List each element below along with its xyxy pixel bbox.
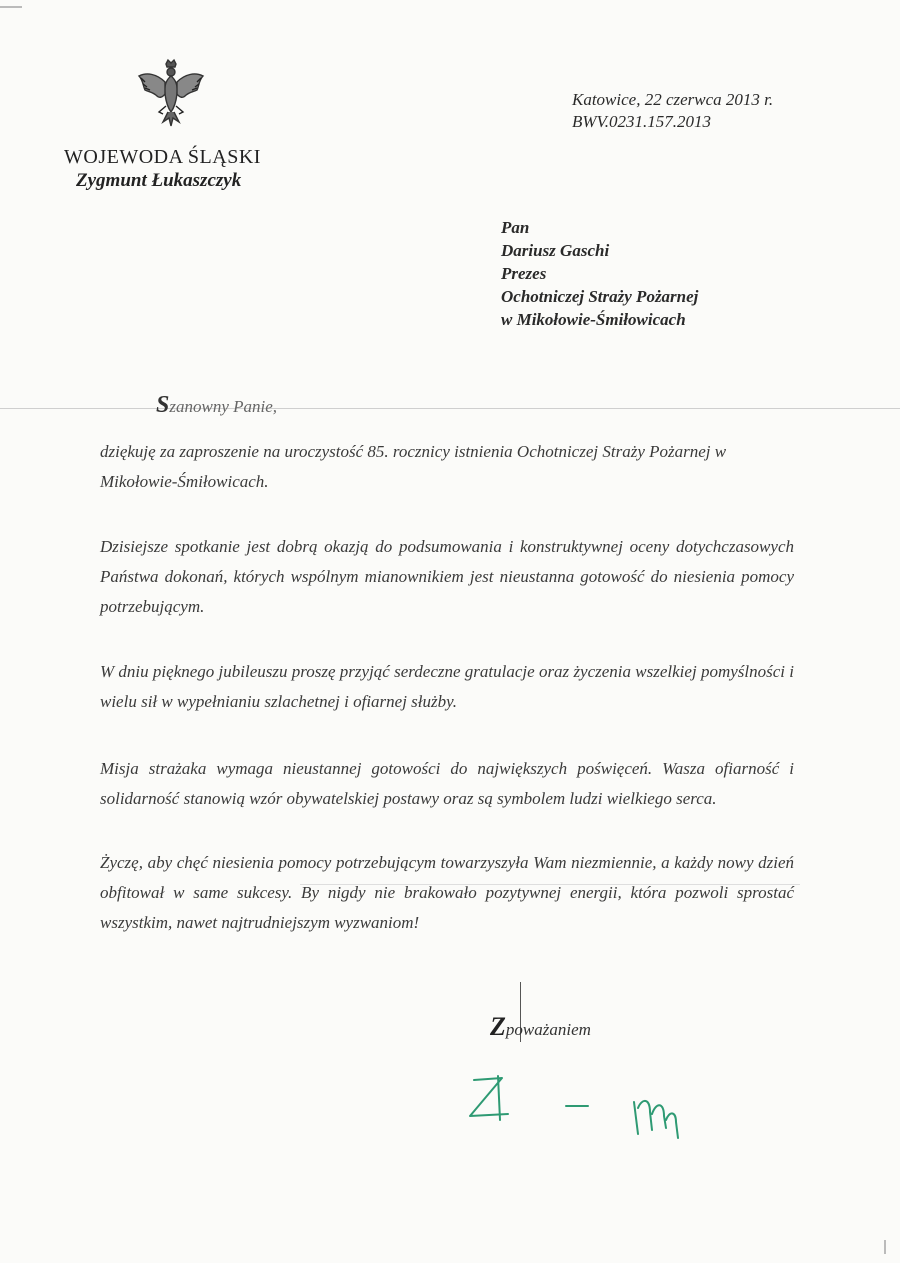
recipient-organization: Ochotniczej Straży Pożarnej [501, 287, 699, 306]
body-paragraph-2: Dzisiejsze spotkanie jest dobrą okazją do podsumowania i konstruktywnej oceny dotychczasowych Państwa dokonań, których wspólnym mianownikiem jest nieustanna gotowość do niesienia pomocy potrzebującym. [100, 537, 794, 616]
recipient-position: Prezes [501, 264, 547, 283]
body-paragraph-1: dziękuję za zaproszenie na uroczystość 85. rocznicy istnienia Ochotniczej Straży Pożarnej w Mikołowie-Śmiłowicach. [100, 442, 727, 491]
reference-number: BWV.0231.157.2013 [572, 112, 711, 131]
recipient-location: w Mikołowie-Śmiłowicach [501, 310, 686, 329]
salutation-rest: zanowny Panie, [169, 397, 278, 416]
recipient-title: Pan [501, 218, 530, 237]
body-paragraph-5: Życzę, aby chęć niesienia pomocy potrzebującym towarzyszyła Wam niezmiennie, a każdy nowy dzień obfitował w same sukcesy. By nigdy nie brakowało pozytywnej energii, która pozwoli sprostać wszystkim, nawet najtrudniejszym wyzwaniom! [100, 853, 794, 932]
handwritten-signature [462, 1068, 712, 1158]
scan-edge-mark-2 [884, 1240, 886, 1254]
body-paragraph-3: W dniu pięknego jubileuszu proszę przyjąć serdeczne gratulacje oraz życzenia wszelkiej pomyślności i wielu sił w wypełnianiu szlachetnej i ofiarnej służby. [100, 662, 794, 711]
sender-name: Zygmunt Łukaszczyk [76, 170, 242, 191]
closing-initial: Z [490, 1012, 506, 1041]
place-date: Katowice, 22 czerwca 2013 r. [572, 90, 774, 109]
salutation-initial: S [156, 392, 170, 418]
sender-office: WOJEWODA ŚLĄSKI [64, 146, 261, 168]
polish-eagle-emblem-icon [133, 58, 209, 132]
recipient-name: Dariusz Gaschi [501, 241, 610, 260]
scan-edge-mark [0, 6, 22, 8]
closing-rest: poważaniem [505, 1020, 591, 1039]
closing [490, 1012, 591, 1042]
salutation [156, 392, 277, 419]
scan-fold-line [0, 408, 900, 409]
recipient-block [501, 216, 698, 331]
body-paragraph-4: Misja strażaka wymaga nieustannej gotowości do największych poświęceń. Wasza ofiarność i solidarność stanowią wzór obywatelskiej postawy oraz są symbolem ludzi wielkiego serca. [100, 759, 794, 808]
letter-meta [572, 89, 773, 133]
